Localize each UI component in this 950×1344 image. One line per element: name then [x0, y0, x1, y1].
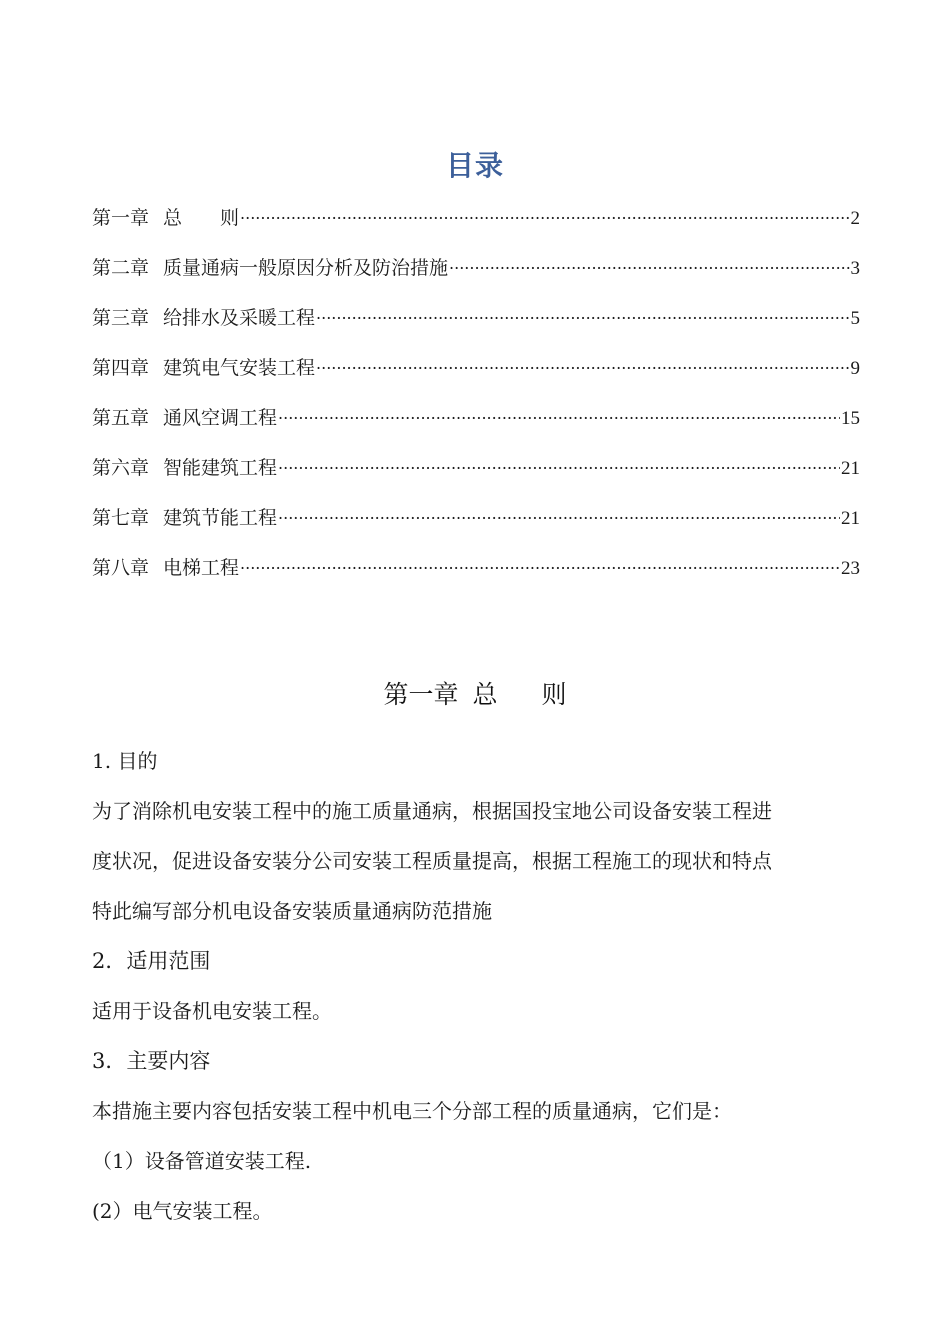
toc-entry[interactable] [92, 304, 860, 354]
paragraph-line: 为了消除机电安装工程中的施工质量通病，根据国投宝地公司设备安装工程进 [92, 799, 772, 823]
toc-chapter-label: 第八章 [92, 557, 150, 579]
toc-leader-dots [316, 304, 849, 324]
toc-chapter-name: 通风空调工程 [163, 407, 278, 429]
table-of-contents [92, 204, 860, 604]
list-item: (2）电气安装工程。 [92, 1199, 273, 1223]
toc-page-number: 2 [850, 208, 860, 229]
section-title: 3．主要内容 [92, 1049, 211, 1073]
paragraph-line: 本措施主要内容包括安装工程中机电三个分部工程的质量通病，它们是： [92, 1099, 732, 1123]
toc-leader-dots [278, 404, 840, 424]
toc-chapter-label: 第三章 [92, 307, 150, 329]
toc-page-number: 3 [850, 258, 860, 279]
section-title: 1. 目的 [92, 749, 158, 773]
toc-page-number: 21 [841, 458, 860, 479]
section-title: 2．适用范围 [92, 949, 211, 973]
chapter-heading [0, 675, 950, 711]
toc-entry[interactable] [92, 204, 860, 254]
toc-chapter-label: 第四章 [92, 357, 150, 379]
toc-chapter-name: 质量通病一般原因分析及防治措施 [163, 257, 449, 279]
paragraph-line: 特此编写部分机电设备安装质量通病防范措施 [92, 899, 492, 923]
toc-chapter-name: 建筑电气安装工程 [163, 357, 316, 379]
paragraph-line: 适用于设备机电安装工程。 [92, 999, 332, 1023]
toc-leader-dots [278, 454, 840, 474]
toc-chapter-label: 第五章 [92, 407, 150, 429]
chapter-heading-name-b: 则 [541, 680, 567, 709]
toc-leader-dots [240, 204, 849, 224]
toc-chapter-label: 第二章 [92, 257, 150, 279]
toc-leader-dots [316, 354, 849, 374]
toc-title: 目录 [445, 149, 504, 182]
paragraph-line: 度状况，促进设备安装分公司安装工程质量提高，根据工程施工的现状和特点 [92, 849, 772, 873]
toc-entry[interactable] [92, 504, 860, 554]
chapter-heading-label: 第一章 [383, 680, 459, 709]
toc-entry[interactable] [92, 254, 860, 304]
chapter-heading-name-a: 总 [472, 680, 498, 709]
list-item: （1）设备管道安装工程. [92, 1149, 312, 1173]
toc-page-number: 15 [841, 408, 860, 429]
toc-entry[interactable] [92, 454, 860, 504]
toc-page-number: 23 [841, 558, 860, 579]
toc-chapter-name: 智能建筑工程 [163, 457, 278, 479]
toc-chapter-name: 给排水及采暖工程 [163, 307, 316, 329]
chapter-body [92, 736, 862, 1236]
toc-chapter-label: 第六章 [92, 457, 150, 479]
toc-leader-dots [240, 554, 840, 574]
toc-chapter-name: 总 则 [163, 207, 240, 229]
toc-page-number: 9 [850, 358, 860, 379]
toc-page-number: 21 [841, 508, 860, 529]
toc-chapter-label: 第一章 [92, 207, 150, 229]
toc-chapter-name: 电梯工程 [163, 557, 240, 579]
toc-leader-dots [278, 504, 840, 524]
toc-leader-dots [449, 254, 849, 274]
toc-entry[interactable] [92, 354, 860, 404]
toc-entry[interactable] [92, 554, 860, 604]
toc-chapter-label: 第七章 [92, 507, 150, 529]
toc-chapter-name: 建筑节能工程 [163, 507, 278, 529]
toc-page-number: 5 [850, 308, 860, 329]
toc-entry[interactable] [92, 404, 860, 454]
